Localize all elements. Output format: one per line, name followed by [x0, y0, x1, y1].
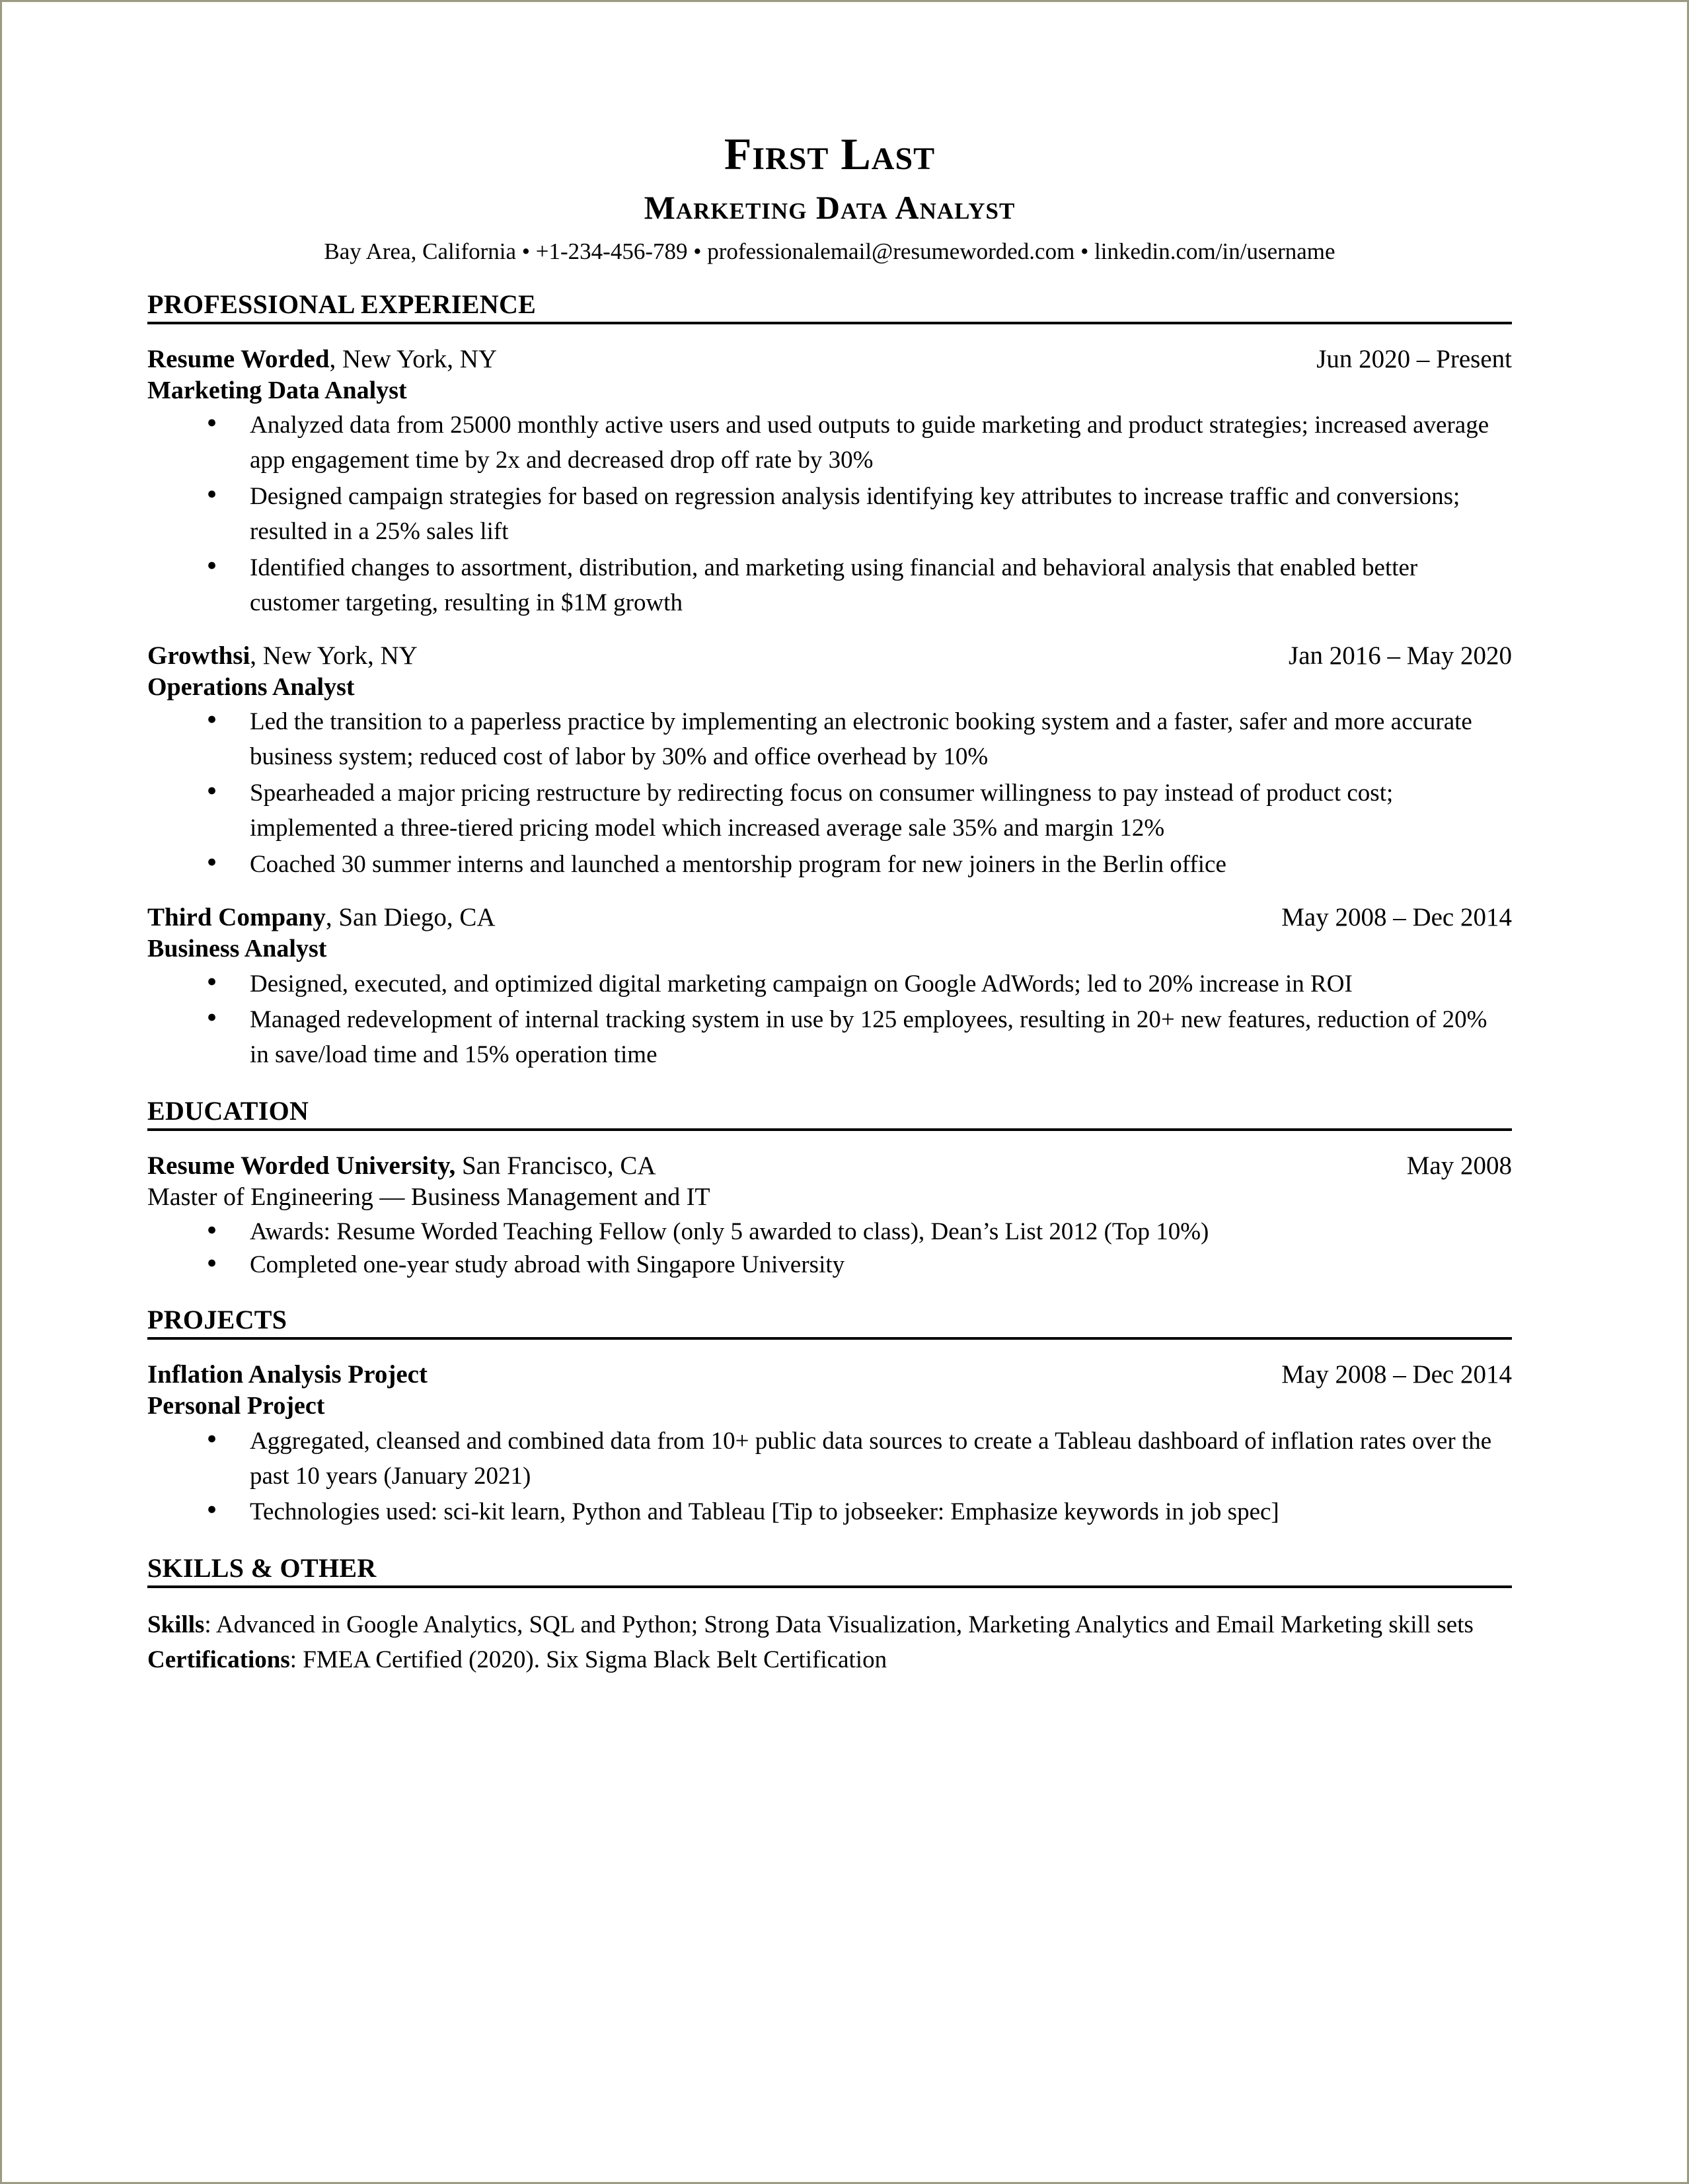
bullet-item: ● Analyzed data from 25000 monthly active users and used outputs to guide marketing and product strategies; increased average app engagement time by 2x and decreased drop off rate by 30% — [147, 408, 1512, 478]
skills-line — [147, 1608, 1512, 1643]
certifications-value: : FMEA Certified (2020). Six Sigma Black Belt Certification — [289, 1646, 887, 1673]
entry-location: , San Diego, CA — [325, 902, 496, 931]
entry-location: San Francisco, CA — [455, 1151, 656, 1181]
entry-dates: May 2008 – Dec 2014 — [1281, 1360, 1512, 1389]
entry-header — [147, 344, 1512, 375]
entry-bullets — [147, 705, 1512, 883]
entry-location: , New York, NY — [250, 641, 418, 670]
entry-role: Personal Project — [147, 1392, 325, 1420]
entry-org: Third Company — [147, 902, 326, 931]
bullet-item: ● Aggregated, cleansed and combined data from 10+ public data sources to create a Tableau dashboard of inflation rates over the past 10 years (January 2021) — [147, 1424, 1512, 1494]
section-rule — [147, 1585, 1512, 1588]
entry-role: Business Analyst — [147, 934, 327, 963]
section-rule — [147, 1337, 1512, 1340]
entry-degree: Master of Engineering — Business Management and IT — [147, 1183, 710, 1212]
education-entry — [147, 1151, 1512, 1282]
entry-bullets — [147, 1216, 1512, 1282]
entry-dates: Jan 2016 – May 2020 — [1289, 641, 1512, 670]
resume-sheet — [147, 2, 1512, 1677]
bullet-item: ● Completed one-year study abroad with Singapore University — [147, 1249, 1512, 1282]
certifications-label: Certifications — [147, 1646, 290, 1673]
candidate-headline: Marketing Data Analyst — [644, 189, 1016, 226]
entry-location: , New York, NY — [329, 344, 498, 373]
entry-org-line — [147, 641, 418, 671]
entry-org-line — [147, 1360, 428, 1390]
skills-block — [147, 1608, 1512, 1677]
entry-dates: May 2008 – Dec 2014 — [1281, 902, 1512, 931]
bullet-item: ● Led the transition to a paperless practice by implementing an electronic booking system and a faster, safer and more accurate business system; reduced cost of labor by 30% and office overhead by 10% — [147, 705, 1512, 775]
experience-entry — [147, 902, 1512, 1073]
entry-role: Operations Analyst — [147, 673, 355, 701]
project-entry — [147, 1360, 1512, 1530]
contact-line: Bay Area, California • +1-234-456-789 • professionalemail@resumeworded.com • linkedin.com/in/username — [324, 238, 1335, 264]
section-rule — [147, 322, 1512, 324]
bullet-item: ● Identified changes to assortment, distribution, and marketing using financial and behavioral analysis that enabled better customer targeting, resulting in $1M growth — [147, 551, 1512, 621]
bullet-item: ● Designed, executed, and optimized digital marketing campaign on Google AdWords; led to 20% increase in ROI — [147, 967, 1512, 1002]
skills-label: Skills — [147, 1611, 205, 1639]
bullet-item: ● Managed redevelopment of internal tracking system in use by 125 employees, resulting in 20+ new features, reduction of 20% in save/load time and 15% operation time — [147, 1003, 1512, 1073]
entry-org-line — [147, 1151, 656, 1181]
section-title-education: EDUCATION — [147, 1096, 309, 1126]
section-title-experience: PROFESSIONAL EXPERIENCE — [147, 289, 537, 319]
bullet-item: ● Awards: Resume Worded Teaching Fellow (only 5 awarded to class), Dean’s List 2012 (Top 10%) — [147, 1216, 1512, 1249]
candidate-name: First Last — [724, 129, 936, 179]
entry-role: Marketing Data Analyst — [147, 376, 407, 404]
bullet-item: ● Technologies used: sci-kit learn, Python and Tableau [Tip to jobseeker: Emphasize keywords in job spec] — [147, 1495, 1512, 1530]
section-title-projects: PROJECTS — [147, 1305, 287, 1335]
experience-entry — [147, 344, 1512, 621]
entry-org-line — [147, 344, 497, 375]
experience-entry — [147, 641, 1512, 883]
section-experience — [147, 290, 1512, 1074]
entry-bullets — [147, 967, 1512, 1074]
entry-header — [147, 1151, 1512, 1181]
section-title-skills: SKILLS & OTHER — [147, 1553, 377, 1583]
entry-org: Growthsi — [147, 641, 250, 670]
entry-org: Resume Worded University, — [147, 1151, 456, 1181]
entry-header — [147, 902, 1512, 933]
entry-dates: May 2008 — [1406, 1151, 1512, 1181]
bullet-item: ● Designed campaign strategies for based on regression analysis identifying key attributes to increase traffic and conversions; resulted in a 25% sales lift — [147, 480, 1512, 550]
bullet-item: ● Coached 30 summer interns and launched a mentorship program for new joiners in the Berlin office — [147, 848, 1512, 883]
entry-org: Inflation Analysis Project — [147, 1360, 428, 1389]
section-rule — [147, 1128, 1512, 1131]
certifications-line — [147, 1643, 1512, 1678]
skills-value: : Advanced in Google Analytics, SQL and Python; Strong Data Visualization, Marketing Analytics and Email Marketing skill sets — [204, 1611, 1474, 1639]
entry-org-line — [147, 902, 496, 933]
section-projects — [147, 1305, 1512, 1530]
entry-bullets — [147, 1424, 1512, 1531]
entry-dates: Jun 2020 – Present — [1316, 344, 1512, 373]
entry-header — [147, 1360, 1512, 1390]
entry-bullets — [147, 408, 1512, 620]
entry-org: Resume Worded — [147, 344, 330, 373]
section-skills — [147, 1554, 1512, 1677]
bullet-item: ● Spearheaded a major pricing restructure by redirecting focus on consumer willingness to pay instead of product cost; implemented a three-tiered pricing model which increased average sale 35% and margin 12% — [147, 776, 1512, 846]
section-education — [147, 1097, 1512, 1282]
entry-header — [147, 641, 1512, 671]
